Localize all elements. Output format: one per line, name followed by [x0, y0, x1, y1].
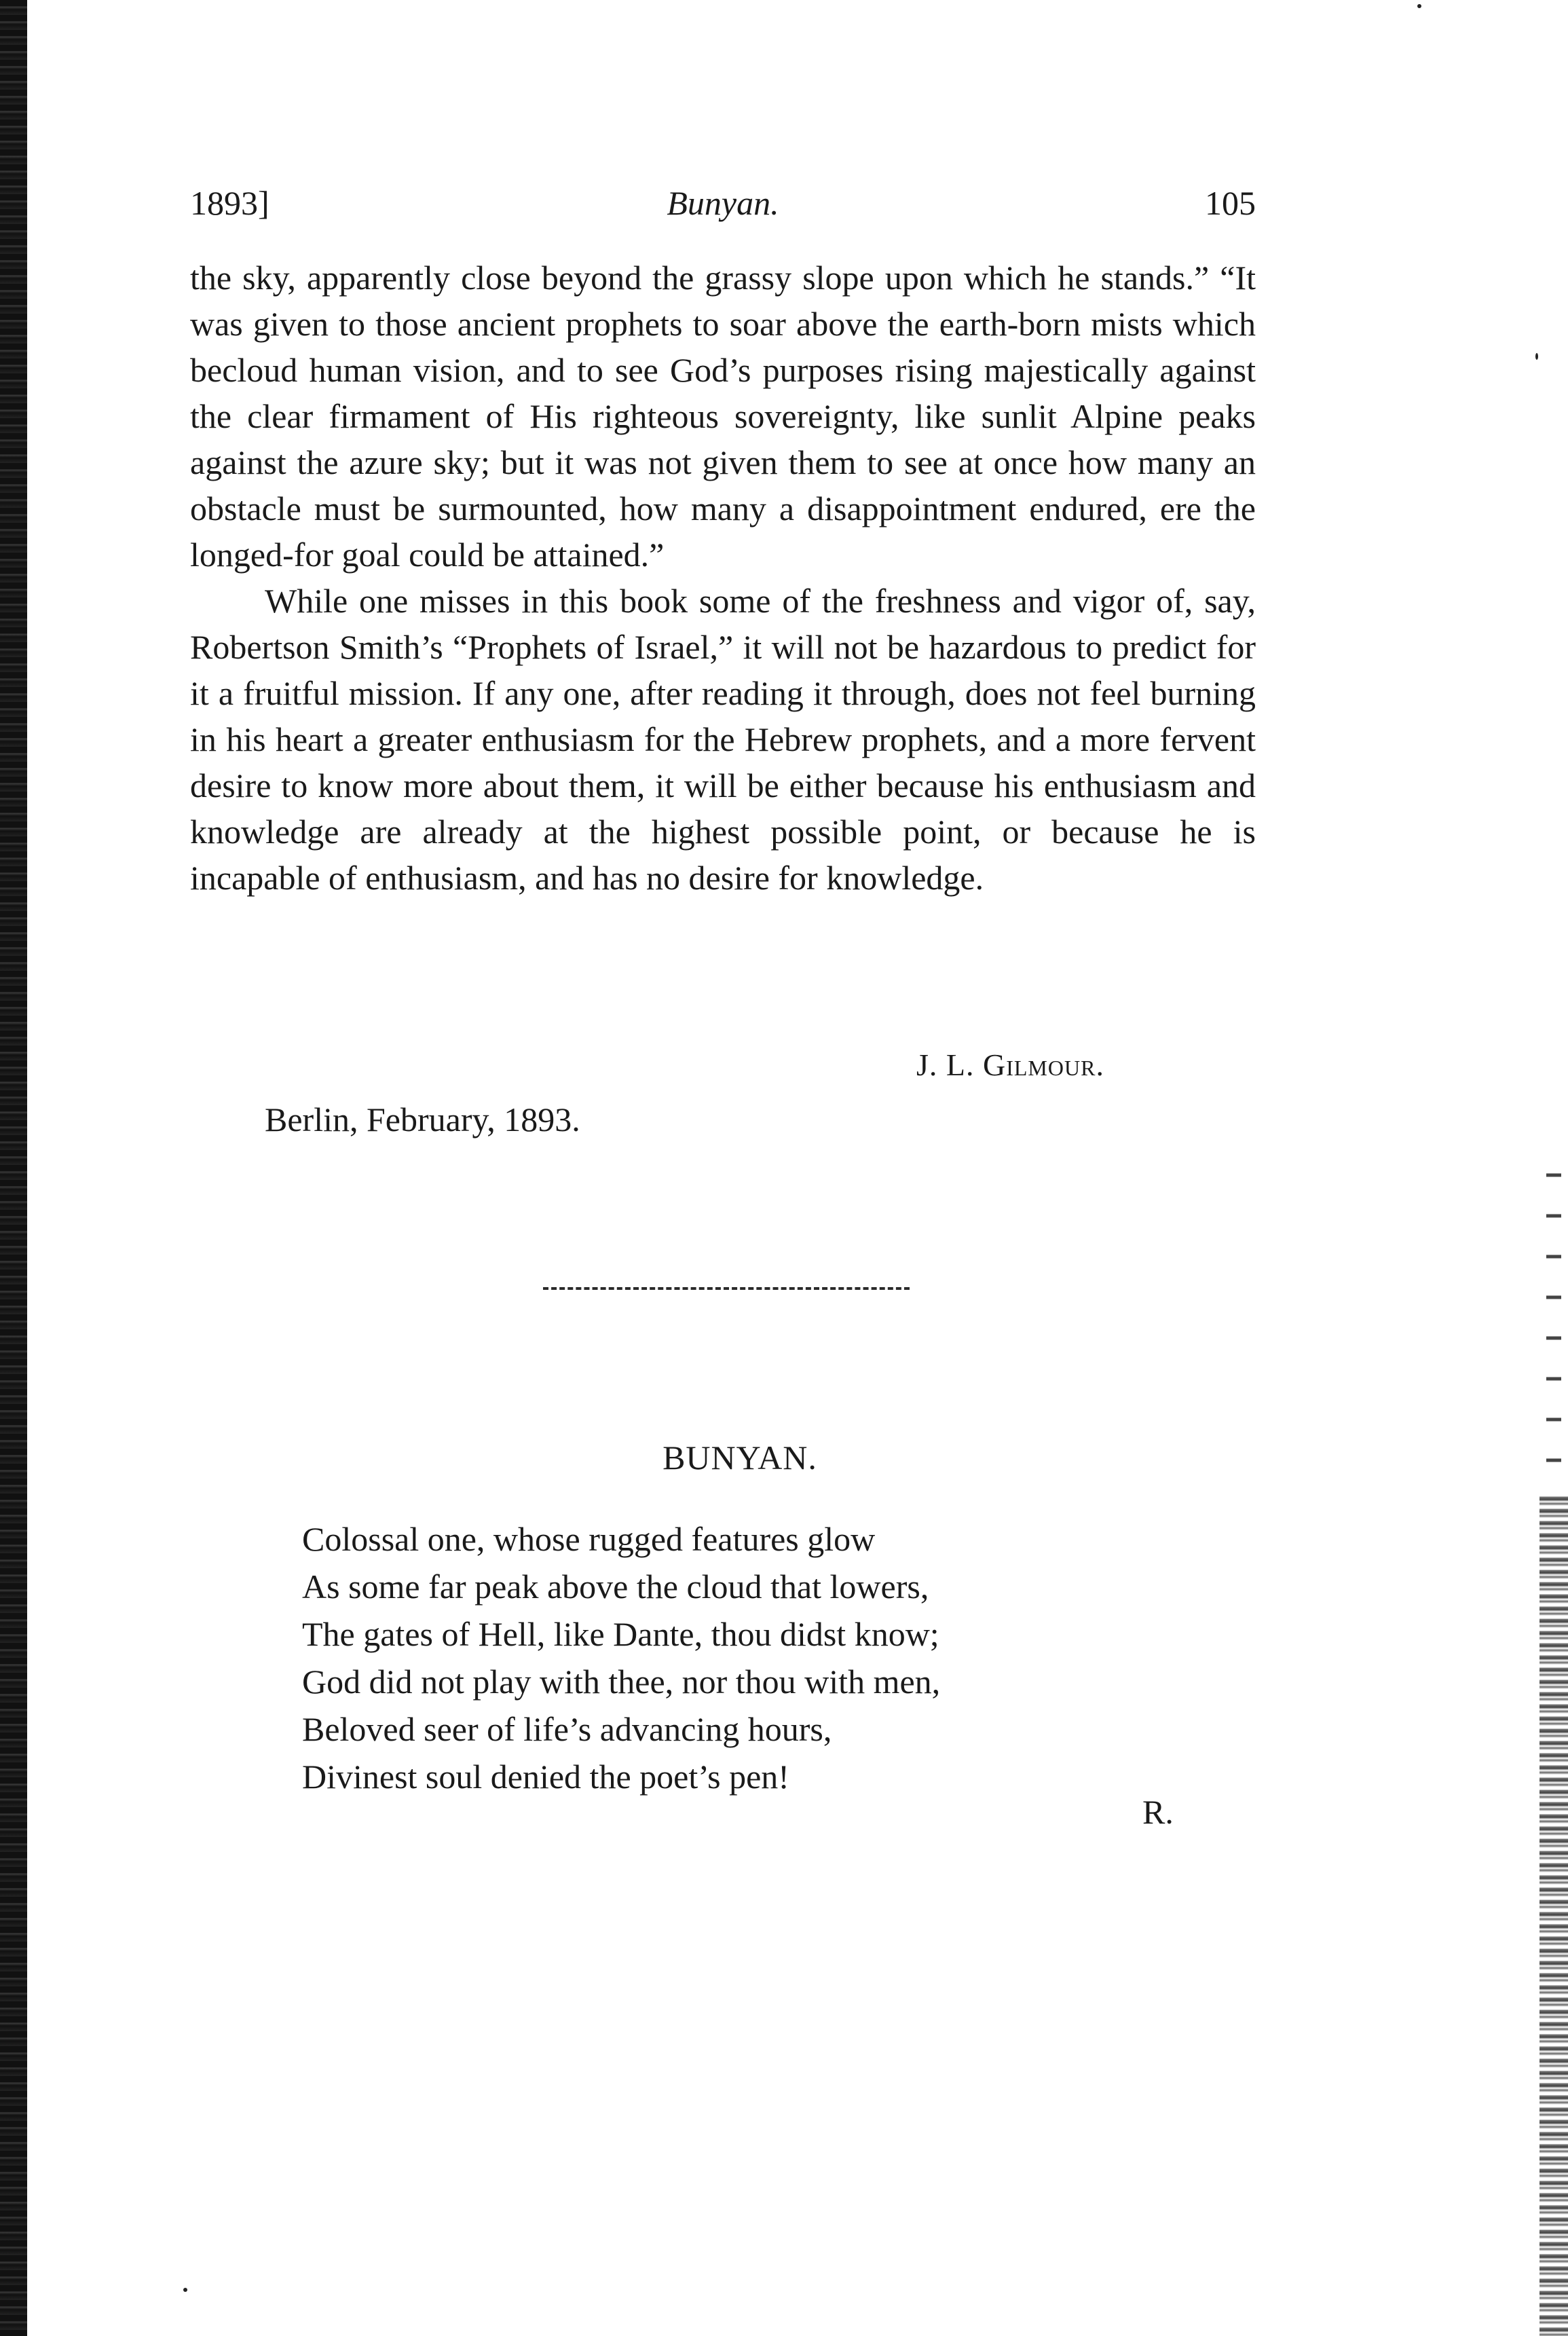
page-binding-edge — [0, 0, 27, 2336]
scan-speck — [1417, 4, 1421, 8]
scan-speck — [183, 2288, 187, 2292]
review-signature — [916, 1047, 1104, 1083]
poem-line: God did not play with thee, nor thou with men, — [302, 1663, 941, 1701]
poem-title: BUNYAN. — [662, 1439, 817, 1477]
poem-line: As some far peak above the cloud that lowers, — [302, 1568, 929, 1606]
signature-surname: Gilmour. — [983, 1048, 1104, 1082]
running-head — [190, 183, 1256, 231]
poem-line: The gates of Hell, like Dante, thou didst know; — [302, 1615, 939, 1653]
poem-line: Divinest soul denied the poet’s pen! — [302, 1758, 789, 1796]
scan-speck — [1535, 353, 1538, 360]
review-paragraph-continued: the sky, apparently close beyond the grassy slope upon which he stands.” “It was given to those ancient prophets to soar above the earth-born mists which becloud human vision, and to see God’s purposes rising majestically against the clear firmament of His righteous sovereignty, like sunlit Alpine peaks against the azure sky; but it was not given them to see at once how many an obstacle must be surmounted, how many a disappointment endured, ere the longed-for goal could be attained.” — [190, 259, 1256, 574]
running-head-title: Bunyan. — [667, 184, 779, 222]
review-paragraph: While one misses in this book some of the freshness and vigor of, say, Robertson Smith’s “Prophets of Israel,” it will not be hazardous to predict for it a fruitful mission. If any one, after reading it through, does not feel burning in his heart a greater enthusiasm for the Hebrew prophets, and a more fervent desire to know more about them, it will be either because his enthusiasm and knowledge are already at the highest possible point, or because he is incapable of enthusiasm, and has no desire for knowledge. — [190, 582, 1256, 897]
poem-line: Colossal one, whose rugged features glow — [302, 1520, 876, 1558]
poem-stanza — [302, 1515, 940, 1800]
poem-line: Beloved seer of life’s advancing hours, — [302, 1710, 832, 1748]
review-dateline: Berlin, February, 1893. — [265, 1100, 580, 1138]
running-head-year: 1893] — [190, 184, 269, 222]
section-divider — [543, 1287, 910, 1290]
review-text — [190, 255, 1256, 901]
page-number: 105 — [1205, 184, 1256, 222]
signature-initials: J. L. — [916, 1048, 975, 1082]
scan-edge-specks — [1546, 1154, 1561, 1494]
scan-page-edge — [1539, 1494, 1568, 2336]
poem-signature: R. — [1142, 1793, 1174, 1831]
